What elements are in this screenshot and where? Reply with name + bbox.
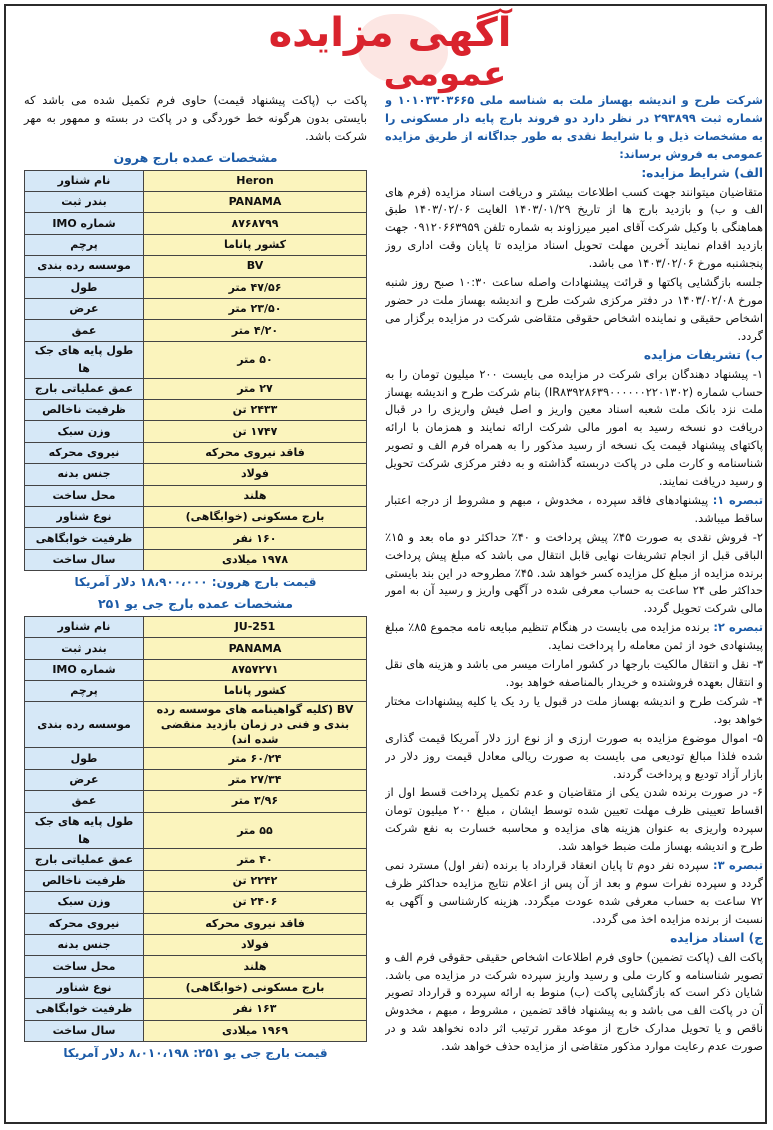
spec-value: ۱۹۶۹ میلادی <box>144 1020 367 1041</box>
spec-label: شماره IMO <box>25 659 144 680</box>
spec-row <box>25 234 367 255</box>
jim-paragraph-1: پاکت الف (پاکت تضمین) حاوی فرم اطلاعات اشخاص حقیقی حقوقی فرم الف و تصویر شناسنامه و کارت ملی و رسید واریز سپرده شرکت در مزایده می باشد. شایان ذکر است که بازگشایی پاکت (ب) منوط به ارائه سپرده و قرارداد تصویر آن در پاکت الف می باشد و به پیشنهاد فاقد تضمین ، مشروط ، مبهم ، مخدوش ناقص و یا تحویل مدارک خارج از موعد مقرر ترتیب اثر داده نخواهد شد و در صورت عدم رعایت موارد مذکور متقاضی از مزایده حذف خواهد شد. <box>385 949 763 1054</box>
spec-value: کشور پاناما <box>144 234 367 255</box>
spec-row <box>25 320 367 341</box>
spec-row <box>25 638 367 659</box>
spec-row <box>25 702 367 748</box>
headline-sub: عمومی <box>383 54 507 94</box>
spec-value: ۸۷۵۷۲۷۱ <box>144 659 367 680</box>
spec-row <box>25 769 367 790</box>
be-note-1 <box>385 492 763 528</box>
spec-label: طول <box>25 277 144 298</box>
spec-label: طول پایه های جک ها <box>25 812 144 849</box>
note-label: تبصره ۱: <box>712 492 763 507</box>
spec-value: ۲۲۴۲ تن <box>144 870 367 891</box>
spec-row <box>25 256 367 277</box>
spec-row <box>25 485 367 506</box>
ju251-price: قیمت بارج جی یو ۲۵۱: ۸،۰۱۰،۱۹۸ دلار آمریکا <box>63 1045 328 1060</box>
spec-label: نام شناور <box>25 616 144 637</box>
spec-label: عمق <box>25 791 144 812</box>
spec-label: پرچم <box>25 234 144 255</box>
heron-specs-table <box>24 170 367 571</box>
spec-label: نیروی محرکه <box>25 442 144 463</box>
section-be-heading: ب) تشریفات مزایده <box>643 347 763 362</box>
spec-value: فاقد نیروی محرکه <box>144 913 367 934</box>
spec-row <box>25 977 367 998</box>
spec-label: شماره IMO <box>25 213 144 234</box>
spec-value: ۵۵ متر <box>144 812 367 849</box>
spec-label: ظرفیت خوابگاهی <box>25 999 144 1020</box>
spec-value: ۶۰/۲۴ متر <box>144 748 367 769</box>
spec-label: عرض <box>25 298 144 319</box>
spec-value: Heron <box>144 170 367 191</box>
heron-price: قیمت بارج هرون: ۱۸،۹۰۰،۰۰۰ دلار آمریکا <box>74 575 317 590</box>
spec-value: ۵۰ متر <box>144 341 367 378</box>
spec-label: نوع شناور <box>25 506 144 527</box>
spec-row <box>25 1020 367 1041</box>
spec-label: عمق عملیاتی بارج <box>25 849 144 870</box>
note-label: تبصره ۳: <box>713 858 763 873</box>
spec-value: ۸۷۶۸۷۹۹ <box>144 213 367 234</box>
spec-row <box>25 442 367 463</box>
spec-label: نام شناور <box>25 170 144 191</box>
spec-label: سال ساخت <box>25 549 144 570</box>
spec-label: عمق عملیاتی بارج <box>25 378 144 399</box>
spec-row <box>25 549 367 570</box>
spec-label: موسسه رده بندی <box>25 256 144 277</box>
spec-row <box>25 659 367 680</box>
spec-value: ۱۶۰ نفر <box>144 528 367 549</box>
spec-label: بندر ثبت <box>25 192 144 213</box>
spec-row <box>25 616 367 637</box>
spec-label: وزن سبک <box>25 892 144 913</box>
spec-value: ۴۷/۵۶ متر <box>144 277 367 298</box>
spec-row <box>25 913 367 934</box>
spec-row <box>25 812 367 849</box>
header <box>0 0 773 95</box>
heron-specs-title: مشخصات عمده بارج هرون <box>113 149 278 165</box>
be-note-2 <box>385 619 763 655</box>
spec-row <box>25 681 367 702</box>
spec-label: جنس بدنه <box>25 935 144 956</box>
spec-label: عرض <box>25 769 144 790</box>
spec-value: ۲۴۳۳ تن <box>144 399 367 420</box>
spec-row <box>25 999 367 1020</box>
note-label: تبصره ۲: <box>713 620 763 635</box>
spec-row <box>25 421 367 442</box>
spec-label: نوع شناور <box>25 977 144 998</box>
be-paragraph-4: ۴- شرکت طرح و اندیشه بهساز ملت در قبول یا رد یک یا کلیه پیشنهادات مختار خواهد بود. <box>385 693 763 726</box>
alef-paragraph-2: جلسه بازگشایی پاکتها و قرائت پیشنهادات واصله ساعت ۱۰:۳۰ صبح روز شنبه مورخ ۱۴۰۳/۰۲/۰۸ در دفتر مرکزی شرکت طرح و اندیشه بهساز ملت در حضور اشخاص حقیقی و نماینده اشخاص حقوقی متقاضی شرکت در مزایده برگزار می گردد. <box>385 275 763 343</box>
spec-value: هلند <box>144 956 367 977</box>
spec-row <box>25 528 367 549</box>
spec-row <box>25 892 367 913</box>
headline <box>180 10 600 92</box>
spec-row <box>25 213 367 234</box>
spec-label: طول <box>25 748 144 769</box>
spec-value: فولاد <box>144 935 367 956</box>
spec-label: ظرفیت ناخالص <box>25 399 144 420</box>
spec-row <box>25 399 367 420</box>
be-paragraph-5: ۵- اموال موضوع مزایده به صورت ارزی و از نوع ارز دلار آمریکا قیمت گذاری شده فلذا مبالغ تودیعی می بایست به صورت ریالی معادل قیمت روز دلار در بازار آزاد تودیع و پرداخت گردند. <box>385 730 763 781</box>
spec-label: نیروی محرکه <box>25 913 144 934</box>
note-text: پیشنهادهای فاقد سپرده ، مخدوش ، مبهم و مشروط از درجه اعتبار ساقط میباشد. <box>385 492 763 525</box>
spec-value: ۲۳/۵۰ متر <box>144 298 367 319</box>
spec-value: ۱۶۳ نفر <box>144 999 367 1020</box>
spec-label: موسسه رده بندی <box>25 702 144 748</box>
spec-value: PANAMA <box>144 638 367 659</box>
spec-value: فولاد <box>144 464 367 485</box>
spec-value: ۲۷/۳۴ متر <box>144 769 367 790</box>
spec-value: BV (کلیه گواهینامه های موسسه رده بندی و فنی در زمان بازدید منقضی شده اند) <box>144 702 367 748</box>
be-note-3 <box>385 857 763 929</box>
spec-row <box>25 849 367 870</box>
envelope-b-paragraph: پاکت ب (پاکت پیشنهاد قیمت) حاوی فرم تکمیل شده می باشد که بایستی بدون هرگونه خط خوردگی و در پاکت در بسته و ممهور به مهر شرکت باشد. <box>24 93 367 143</box>
spec-row <box>25 506 367 527</box>
spec-value: ۲۴۰۶ تن <box>144 892 367 913</box>
spec-label: وزن سبک <box>25 421 144 442</box>
spec-value: بارج مسکونی (خوابگاهی) <box>144 506 367 527</box>
spec-row <box>25 748 367 769</box>
spec-value: JU-251 <box>144 616 367 637</box>
spec-label: سال ساخت <box>25 1020 144 1041</box>
spec-row <box>25 170 367 191</box>
be-paragraph-6: ۶- در صورت برنده شدن یکی از متقاضیان و عدم تکمیل پرداخت قسط اول از اقساط تعیینی ظرف مهلت تعیین شده توسط ایشان ، مبلغ ۲۰۰ میلیون تومان سپرده واریزی به عنوان هزینه های مزایده و محاسبه خسارت به نفع شرکت طرح و اندیشه بهساز ملت ضبط خواهد شد. <box>385 785 763 854</box>
spec-value: بارج مسکونی (خوابگاهی) <box>144 977 367 998</box>
ju251-specs-table <box>24 616 367 1042</box>
spec-value: فاقد نیروی محرکه <box>144 442 367 463</box>
spec-value: ۱۷۴۷ تن <box>144 421 367 442</box>
spec-value: کشور پاناما <box>144 681 367 702</box>
alef-paragraph-1: متقاضیان میتوانند جهت کسب اطلاعات بیشتر و دریافت اسناد مزایده (فرم های الف و ب) و بازدید بارج ها از تاریخ ۱۴۰۳/۰۱/۲۹ الغایت ۱۴۰۳/۰۲/۰۶ طبق هماهنگی با وکیل شرکت آقای امیر میرزاوند به شماره تلفن ۰۹۱۲۰۶۶۳۹۵۹ جهت بازدید اقدام نمایند آخرین مهلت تحویل اسناد مزایده تا پایان وقت اداری روز پنجشنبه مورخ ۱۴۰۳/۰۲/۰۶ می باشد. <box>385 184 763 271</box>
spec-label: بندر ثبت <box>25 638 144 659</box>
spec-label: عمق <box>25 320 144 341</box>
intro-paragraph: شرکت طرح و اندیشه بهساز ملت به شناسه ملی ۱۰۱۰۳۳۰۳۶۶۵ و شماره ثبت ۲۹۳۸۹۹ در نظر دارد دو فروند بارج پایه دار مسکونی را به مشخصات ذیل و با شرایط نقدی به طور جداگانه از طریق مزایده عمومی به فروش برساند: <box>385 93 763 161</box>
spec-value: PANAMA <box>144 192 367 213</box>
spec-value: ۴/۲۰ متر <box>144 320 367 341</box>
spec-row <box>25 192 367 213</box>
note-text: برنده مزایده می بایست در هنگام تنظیم مبایعه نامه مجموع ۸۵٪ مبلغ پیشنهادی خود از ثمن معامله را پرداخت نماید. <box>385 620 763 653</box>
spec-label: محل ساخت <box>25 956 144 977</box>
spec-row <box>25 298 367 319</box>
spec-row <box>25 956 367 977</box>
spec-row <box>25 464 367 485</box>
spec-label: محل ساخت <box>25 485 144 506</box>
spec-row <box>25 341 367 378</box>
spec-label: پرچم <box>25 681 144 702</box>
spec-row <box>25 378 367 399</box>
spec-value: هلند <box>144 485 367 506</box>
section-jim-heading: ج) اسناد مزایده <box>670 930 763 945</box>
be-paragraph-2: ۲- فروش نقدی به صورت ۴۵٪ پیش پرداخت و ۴۰٪ حداکثر دو ماه بعد و ۱۵٪ الباقی قبل از انجام تشریفات نهایی قابل انتقال می باشد که مبلغ پیش پرداخت برنده مزایده از مبلغ کل مزایده کسر خواهد شد. ۴۵٪ مطروحه در این بند بایستی حداکثر طی ۲۴ ساعت به حساب معرفی شده در آگهی واریز و رسید آن به امور مالی شرکت تحویل گردد. <box>385 529 763 616</box>
spec-label: ظرفیت خوابگاهی <box>25 528 144 549</box>
spec-row <box>25 935 367 956</box>
headline-main: آگهی مزایده <box>268 10 512 56</box>
be-paragraph-3: ۳- نقل و انتقال مالکیت بارجها در کشور امارات میسر می باشد و هزینه های نقل و انتقال بعهده فروشنده و خریدار بالمناصفه خواهد بود. <box>385 657 763 689</box>
spec-value: ۲۷ متر <box>144 378 367 399</box>
spec-value: ۱۹۷۸ میلادی <box>144 549 367 570</box>
spec-value: ۳/۹۶ متر <box>144 791 367 812</box>
ju251-specs-title: مشخصات عمده بارج جی یو ۲۵۱ <box>98 595 293 611</box>
spec-label: ظرفیت ناخالص <box>25 870 144 891</box>
spec-label: طول پایه های جک ها <box>25 341 144 378</box>
spec-value: ۴۰ متر <box>144 849 367 870</box>
be-paragraph-1: ۱- پیشنهاد دهندگان برای شرکت در مزایده می بایست ۲۰۰ میلیون تومان را به حساب شماره (IR۸۳۹۲۸۶۳۹۰۰۰۰۰۰۲۲۰۱۳۰۲) بنام شرکت طرح و اندیشه بهساز ملت نزد بانک ملت شعبه اسناد معین واریز و اصل فیش واریزی را در قبال دریافت دو نسخه رسید به امور مالی شرکت ارائه نمایند و همزمان با ارائه پاکتهای پیشنهاد قیمت یک نسخه از رسید مذکور را به همراه فرم الف و تصویر شناسنامه و کارت ملی در پاکت دربسته گذاشته و به دفتر مرکزی شرکت تحویل و رسید دریافت نمایند. <box>385 366 763 489</box>
section-alef-heading: الف) شرایط مزایده: <box>641 165 763 180</box>
spec-value: BV <box>144 256 367 277</box>
spec-row <box>25 277 367 298</box>
spec-row <box>25 870 367 891</box>
note-text: سپرده نفر دوم تا پایان انعقاد قرارداد با برنده (نفر اول) مسترد نمی گردد و سپرده نفرات سوم و بعد از آن پس از اعلام نتایج مزایده حداکثر ظرف ۷۲ ساعت به حساب معرفی شده عودت میگردد. هزینه کارشناسی و آگهی به نسبت از برنده مزایده اخذ می گردد. <box>385 858 763 926</box>
specs-column <box>24 92 367 1122</box>
spec-label: جنس بدنه <box>25 464 144 485</box>
conditions-column <box>385 92 763 1122</box>
spec-row <box>25 791 367 812</box>
